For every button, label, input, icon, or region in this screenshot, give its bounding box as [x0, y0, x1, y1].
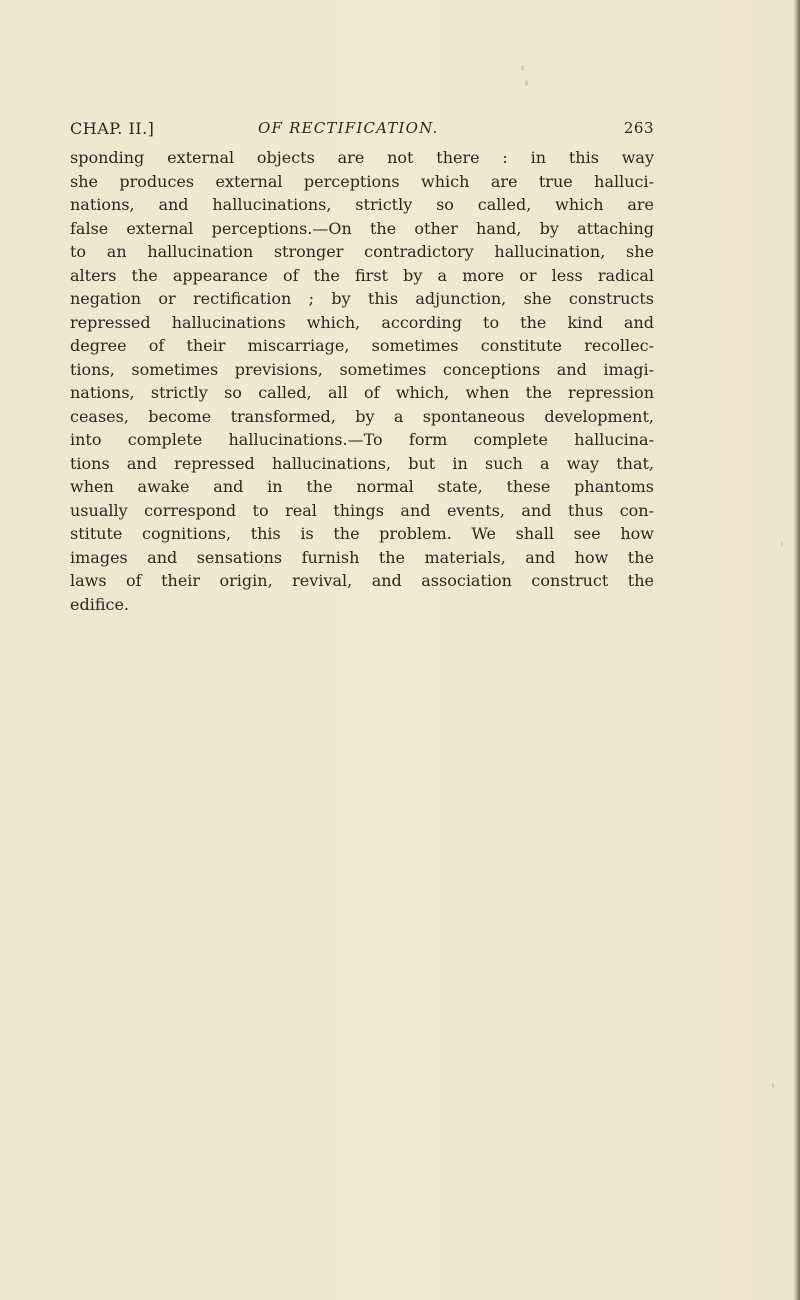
text-line: repressed hallucinations which, according to the kind and	[70, 312, 654, 332]
text-line: tions and repressed hallucinations, but in such a way that,	[70, 453, 654, 473]
paper-speck	[772, 1083, 774, 1088]
text-line: when awake and in the normal state, these phantoms	[70, 477, 654, 496]
text-line: images and sensations furnish the materials, and how the	[70, 547, 654, 567]
text-line: alters the appearance of the first by a more or less radical	[70, 265, 654, 285]
text-line: to an hallucination stronger contradictory hallucination, she	[70, 242, 654, 261]
text-line: negation or rectification ; by this adjunction, she constructs	[70, 289, 654, 308]
section-title: OF RECTIFICATION.	[258, 119, 439, 137]
text-line: usually correspond to real things and events, and thus con-	[70, 500, 654, 520]
paper-speck	[781, 542, 783, 546]
text-line: into complete hallucinations.—To form complete hallucina-	[70, 430, 654, 449]
text-line: tions, sometimes previsions, sometimes conceptions and imagi-	[70, 359, 654, 379]
text-line: false external perceptions.—On the other hand, by attaching	[70, 218, 654, 238]
page-number: 263	[623, 119, 654, 137]
body-paragraph	[70, 146, 654, 616]
text-line: stitute cognitions, this is the problem. We shall see how	[70, 524, 654, 543]
page-edge-shadow	[792, 0, 800, 1300]
text-line: sponding external objects are not there : in this way	[70, 148, 654, 167]
running-head	[70, 119, 654, 143]
chapter-label: CHAP. II.]	[70, 119, 155, 138]
text-line: degree of their miscarriage, sometimes constitute recollec-	[70, 336, 654, 355]
text-line: ceases, become transformed, by a spontaneous development,	[70, 406, 654, 426]
paper-speck	[525, 80, 528, 86]
paper-speck	[521, 65, 524, 71]
text-line: nations, strictly so called, all of which, when the repression	[70, 383, 654, 402]
text-line: she produces external perceptions which are true halluci-	[70, 171, 654, 191]
text-line: nations, and hallucinations, strictly so called, which are	[70, 195, 654, 214]
text-line: edifice.	[70, 594, 130, 614]
text-line: laws of their origin, revival, and association construct the	[70, 571, 654, 590]
